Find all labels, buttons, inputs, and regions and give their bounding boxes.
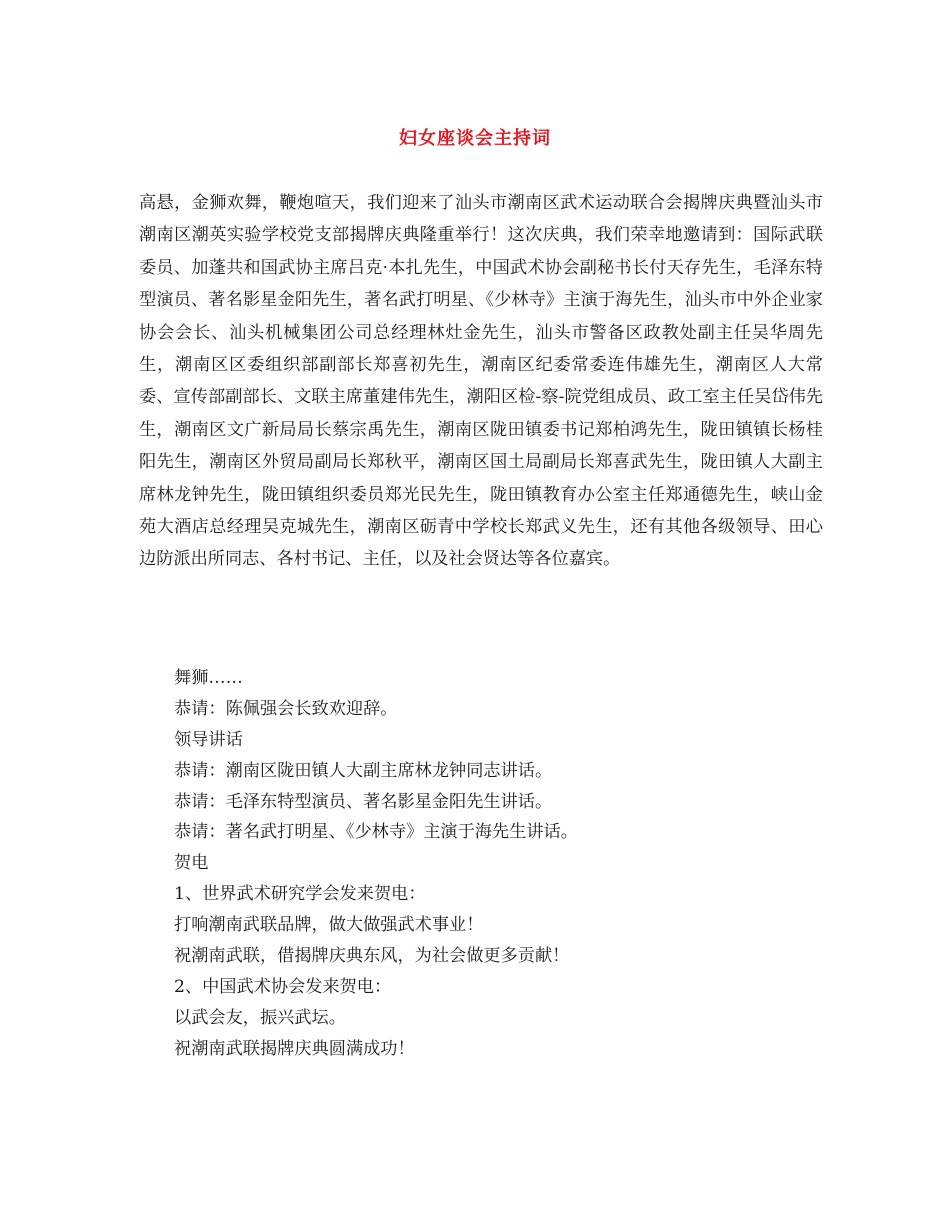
program-line: 打响潮南武联品牌，做大做强武术事业！ [174, 915, 484, 936]
program-line: 恭请：毛泽东特型演员、著名影星金阳先生讲话。 [174, 791, 553, 812]
program-line: 祝潮南武联揭牌庆典圆满成功！ [174, 1038, 415, 1059]
document-title: 妇女座谈会主持词 [399, 128, 551, 149]
program-line: 贺电 [174, 853, 209, 874]
program-line: 2、中国武术协会发来贺电： [174, 976, 392, 997]
program-line: 恭请：陈佩强会长致欢迎辞。 [174, 698, 398, 719]
program-line: 祝潮南武联，借揭牌庆典东风，为社会做更多贡献！ [174, 946, 570, 967]
program-line: 舞狮…… [174, 668, 243, 688]
program-line: 恭请：著名武打明星、《少林寺》主演于海先生讲话。 [174, 822, 578, 843]
program-line: 以武会友，振兴武坛。 [174, 1007, 346, 1028]
program-lines [174, 663, 824, 1065]
program-line: 恭请：潮南区陇田镇人大副主席林龙钟同志讲话。 [174, 760, 553, 781]
program-line: 领导讲话 [174, 729, 243, 750]
program-line: 1、世界武术研究学会发来贺电： [174, 884, 426, 905]
lead-paragraph: 高悬，金狮欢舞，鞭炮喧天，我们迎来了汕头市潮南区武术运动联合会揭牌庆典暨汕头市潮南区潮英实验学校党支部揭牌庆典隆重举行！这次庆典，我们荣幸地邀请到：国际武联委员、加蓬共和国武协主席吕克·本扎先生，中国武术协会副秘书长付天存先生，毛泽东特型演员、著名影星金阳先生，著名武打明星、《少林寺》主演于海先生，汕头市中外企业家协会会长、汕头机械集团公司总经理林灶金先生，汕头市警备区政教处副主任吴华周先生，潮南区区委组织部副部长郑喜初先生，潮南区纪委常委连伟雄先生，潮南区人大常委、宣传部副部长、文联主席董建伟先生，潮阳区检-察-院党组成员、政工室主任吴岱伟先生，潮南区文广新局局长蔡宗禹先生，潮南区陇田镇委书记郑柏鸿先生，陇田镇镇长杨桂阳先生，潮南区外贸局副局长郑秋平，潮南区国土局副局长郑喜武先生，陇田镇人大副主席林龙钟先生，陇田镇组织委员郑光民先生，陇田镇教育办公室主任郑通德先生，峡山金苑大酒店总经理吴克城先生，潮南区砺青中学校长郑武义先生，还有其他各级领导、田心边防派出所同志、各村书记、主任，以及社会贤达等各位嘉宾。 [139, 193, 823, 570]
